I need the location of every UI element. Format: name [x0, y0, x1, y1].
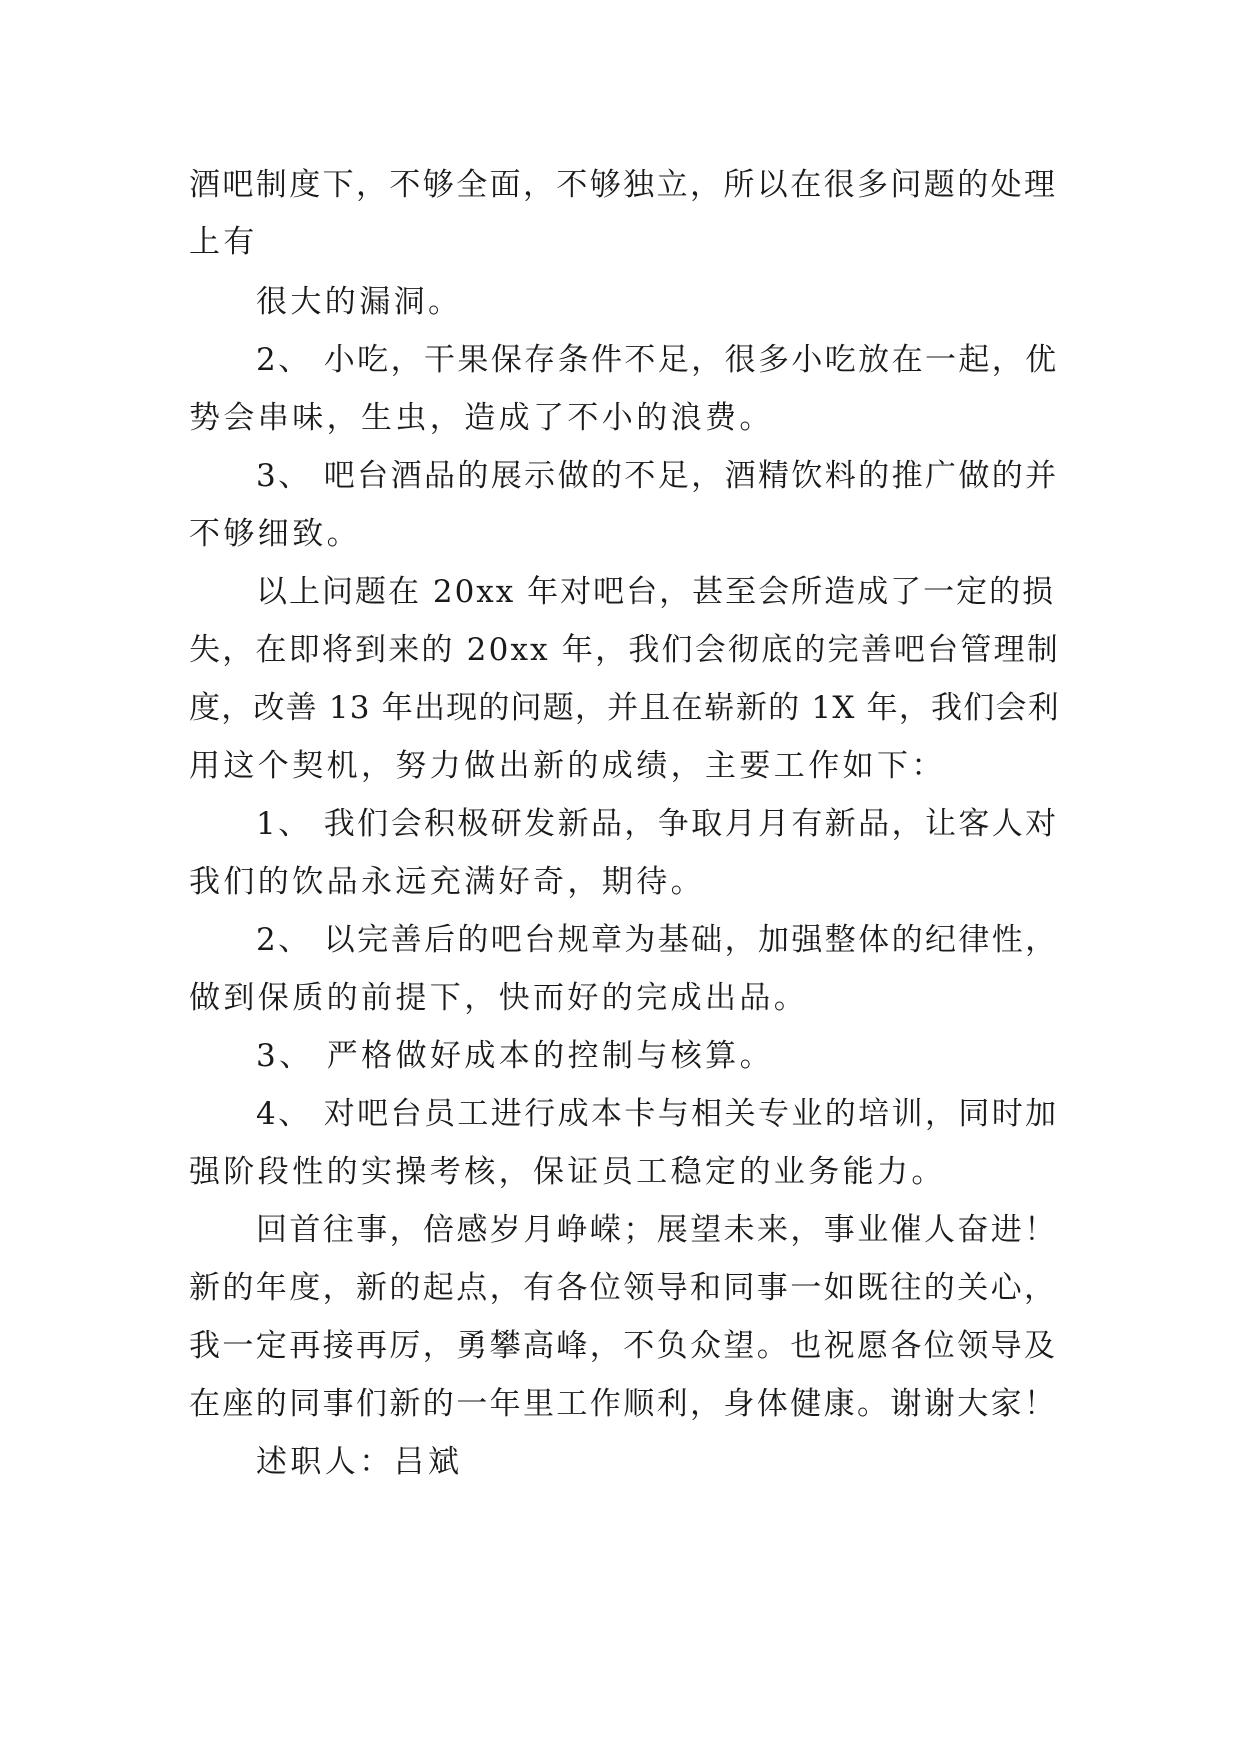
text-line: 酒吧制度下，不够全面，不够独立，所以在很多问题的处理 [189, 167, 1058, 203]
text-line: 做到保质的前提下，快而好的完成出品。 [189, 980, 809, 1016]
text-line: 1、 我们会积极研发新品，争取月月有新品，让客人对 [256, 806, 1059, 842]
text-line: 4、 对吧台员工进行成本卡与相关专业的培训，同时加 [256, 1096, 1059, 1132]
text-line: 回首往事，倍感岁月峥嵘；展望未来，事业催人奋进！ [256, 1212, 1058, 1248]
text-line: 不够细致。 [189, 516, 361, 552]
text-line: 失，在即将到来的 20xx 年，我们会彻底的完善吧台管理制 [189, 632, 1060, 668]
text-line: 上有 [189, 224, 258, 260]
text-line: 述职人：吕斌 [256, 1444, 463, 1480]
text-line: 3、 严格做好成本的控制与核算。 [256, 1038, 774, 1074]
text-line: 度，改善 13 年出现的问题，并且在崭新的 1X 年，我们会利 [189, 690, 1060, 726]
text-line: 3、 吧台酒品的展示做的不足，酒精饮料的推广做的并 [256, 458, 1059, 494]
text-line: 强阶段性的实操考核，保证员工稳定的业务能力。 [189, 1154, 946, 1190]
text-line: 我们的饮品永远充满好奇，期待。 [189, 864, 705, 900]
text-line: 2、 小吃，干果保存条件不足，很多小吃放在一起，优 [256, 342, 1059, 378]
text-line: 在座的同事们新的一年里工作顺利，身体健康。谢谢大家！ [189, 1386, 1058, 1422]
text-line: 我一定再接再厉，勇攀高峰，不负众望。也祝愿各位领导及 [189, 1328, 1058, 1364]
text-line: 很大的漏洞。 [256, 284, 463, 320]
text-line: 新的年度，新的起点，有各位领导和同事一如既往的关心， [189, 1270, 1058, 1306]
text-line: 势会串味，生虫，造成了不小的浪费。 [189, 400, 774, 436]
text-line: 2、 以完善后的吧台规章为基础，加强整体的纪律性， [256, 922, 1059, 958]
text-line: 以上问题在 20xx 年对吧台，甚至会所造成了一定的损 [256, 574, 1056, 610]
text-line: 用这个契机，努力做出新的成绩，主要工作如下： [189, 748, 946, 784]
